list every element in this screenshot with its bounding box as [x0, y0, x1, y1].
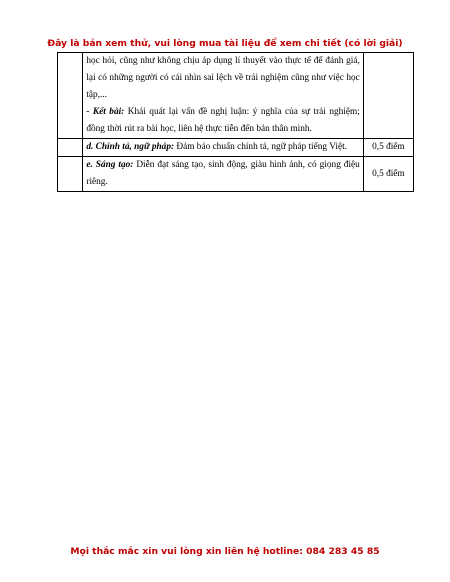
table-row: [58, 157, 414, 192]
grading-table: [57, 52, 414, 192]
criterion-text: Đảm bảo chuẩn chính tả, ngữ pháp tiếng Việt.: [174, 142, 347, 152]
criterion-label: e. Sáng tạo:: [86, 160, 134, 170]
score-cell: [363, 53, 413, 139]
table-row: [58, 53, 414, 139]
criterion-text: Diễn đạt sáng tạo, sinh động, giàu hình ảnh, có giọng điệu riêng.: [86, 160, 360, 187]
criterion-paragraph: [86, 157, 359, 191]
score-cell: 0,5 điểm: [363, 139, 413, 157]
index-cell: [58, 157, 83, 192]
content-cell: [83, 53, 363, 139]
conclusion-text: Khái quát lại vấn đề nghị luận: ý nghĩa của sự trải nghiệm; đồng thời rút ra bài học, liên hệ thực tiễn đến bản thân mình.: [86, 107, 360, 134]
conclusion-label: - Kết bài:: [86, 107, 125, 117]
continuation-text: học hỏi, cũng như không chịu áp dụng lí thuyết vào thực tế để đánh giá, lại có những người có cái nhìn sai lệch về trải nghiệm cũng như việc học tập,...: [86, 56, 360, 100]
index-cell: [58, 53, 83, 139]
content-cell: [83, 157, 363, 192]
criterion-paragraph: [86, 139, 359, 156]
preview-notice-banner: Đây là bản xem thử, vui lòng mua tài liệu để xem chi tiết (có lời giải): [47, 38, 403, 49]
index-cell: [58, 139, 83, 157]
score-cell: 0,5 điểm: [363, 157, 413, 192]
conclusion-paragraph: [86, 104, 359, 138]
table-row: [58, 139, 414, 157]
criterion-label: d. Chính tả, ngữ pháp:: [86, 142, 175, 152]
hotline-banner: Mọi thắc mắc xin vui lòng xin liên hệ hotline: 084 283 45 85: [70, 546, 380, 557]
content-cell: [83, 139, 363, 157]
